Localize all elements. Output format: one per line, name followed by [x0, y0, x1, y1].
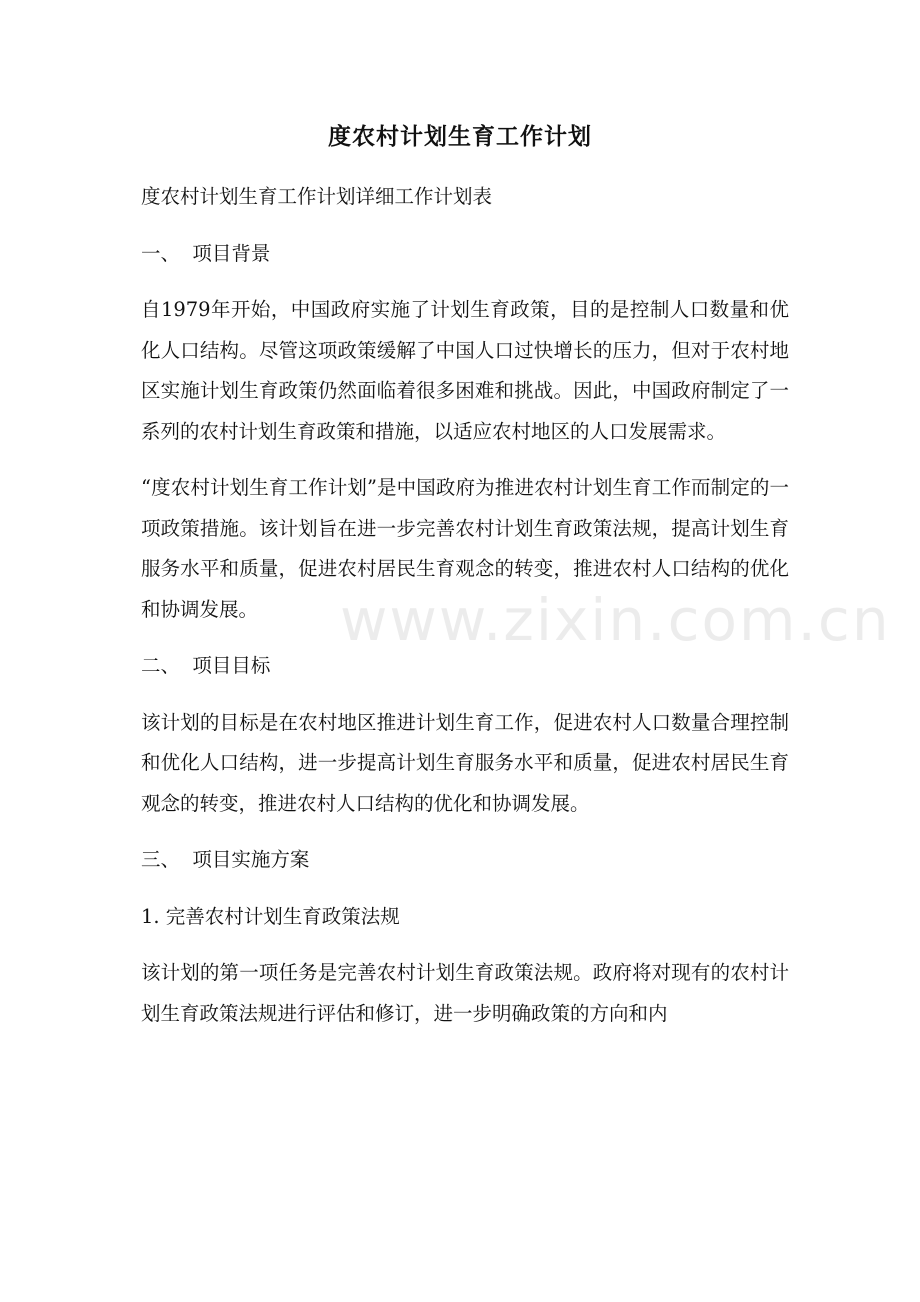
background-paragraph-2: “度农村计划生育工作计划”是中国政府为推进农村计划生育工作而制定的一项政策措施。该计划旨在进一步完善农村计划生育政策法规，提高计划生育服务水平和质量，促进农村居民生育观念的转变，推进农村人口结构的优化和协调发展。	[141, 476, 789, 621]
document-body	[141, 177, 789, 1050]
watermark: www.zixin.com.cn	[340, 586, 891, 654]
section-heading-implementation: 三、 项目实施方案	[141, 848, 310, 871]
policy-paragraph: 该计划的第一项任务是完善农村计划生育政策法规。政府将对现有的农村计划生育政策法规进行评估和修订，进一步明确政策的方向和内	[141, 961, 789, 1025]
document-title: 度农村计划生育工作计划	[328, 123, 592, 150]
background-paragraph-1: 自1979年开始，中国政府实施了计划生育政策，目的是控制人口数量和优化人口结构。尽管这项政策缓解了中国人口过快增长的压力，但对于农村地区实施计划生育政策仍然面临着很多困难和挑战。因此，中国政府制定了一系列的农村计划生育政策和措施，以适应农村地区的人口发展需求。	[141, 298, 789, 443]
item-heading-policy: 1. 完善农村计划生育政策法规	[141, 904, 400, 928]
goals-paragraph: 该计划的目标是在农村地区推进计划生育工作，促进农村人口数量合理控制和优化人口结构，进一步提高计划生育服务水平和质量，促进农村居民生育观念的转变，推进农村人口结构的优化和协调发展。	[141, 710, 789, 815]
document-subtitle: 度农村计划生育工作计划详细工作计划表	[141, 185, 493, 208]
section-heading-background: 一、 项目背景	[141, 241, 271, 265]
section-heading-goals: 二、 项目目标	[141, 654, 271, 677]
